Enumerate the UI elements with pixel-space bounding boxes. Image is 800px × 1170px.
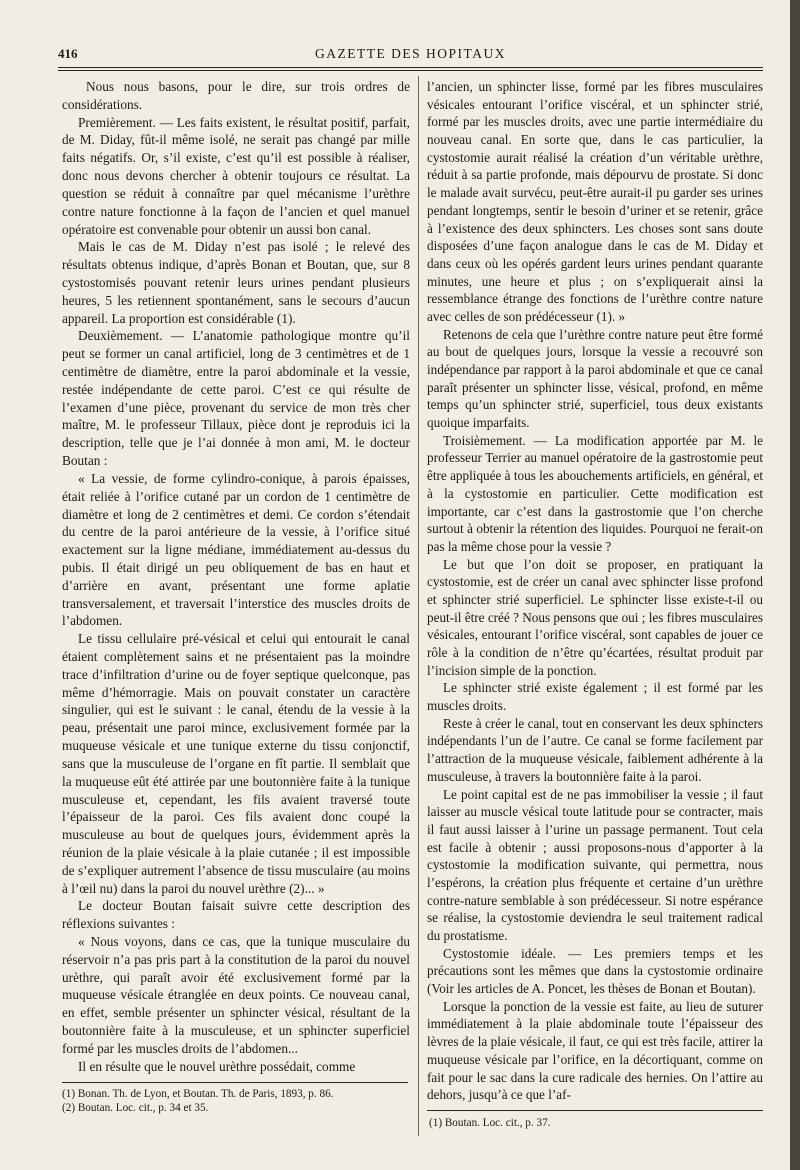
page-number: 416 — [58, 46, 78, 61]
paragraph: Cystostomie idéale. — Les premiers temps et les précautions sont les mêmes que dans la cystostomie ordinaire (Voir les articles de A. Poncet, les thèses de Bonan et Boutan). — [427, 945, 763, 997]
paragraph: Mais le cas de M. Diday n’est pas isolé ; le relevé des résultats obtenus indique, d’après Bonan et Boutan, que, sur 8 cystostomisés pouvant retenir leurs urines pendant plusieurs heures, 5 les retiennent spontanément, sans le secours d’aucun appareil. La proportion est considérable (1). — [62, 239, 410, 326]
paragraph: Premièrement. — Les faits existent, le résultat positif, parfait, de M. Diday, fût-il même isolé, ne serait pas changé par mille faits négatifs. Or, s’il existe, c’est qu’il est possible à réaliser, donc nous devons chercher à obtenir toujours ce résultat. La question se réduit à connaître par quel mécanisme l’urèthre contre nature fonctionne à la façon de l’ancien et quel manuel opératoire est convenable pour obtenir un aussi bon canal. — [62, 114, 410, 237]
paragraph: Le tissu cellulaire pré-vésical et celui qui entourait le canal étaient complètement sains et ne présentaient pas la moindre trace d’infiltration d’urine ou de foyer septique quelconque, pas même d’hémorragie. Mais on pouvait constater un caractère singulier, qui est le suivant : le canal, étendu de la vessie à la peau, présentait une paroi mince, exclusivement formée par la muqueuse vésicale et une tunique externe du tissu conjonctif, sans que la musculeuse de l’organe en fît partie. Il semblait que la muqueuse eût été attirée par une boutonnière faite à la tunique musculeuse et, cependant, les fils avaient traversé toute l’épaisseur de la paroi. Ces fils avaient donc coupé la musculeuse au bout de quelques jours, évidemment après la réunion de la plaie vésicale à la plaie cutanée ; il est impossible de s’expliquer autrement l’absence de tissu musculaire (au moins à l’œil nu) dans la paroi du nouvel urèthre (2)... » — [62, 631, 410, 896]
paragraph: Troisièmement. — La modification apportée par M. le professeur Terrier au manuel opératoire de la gastrostomie peut être appliquée à tous les abouchements artificiels, en général, et à la cystostomie en particulier. Cette modification est importante, car c’est dans la gastrostomie que l’on cherche surtout à obtenir la rétention des liquides. Pourquoi ne ferait-on pas la même chose pour la vessie ? — [427, 432, 763, 554]
paragraph: Retenons de cela que l’urèthre contre nature peut être formé au bout de quelques jours, lorsque la vessie a recouvré son indépendance par rapport à la paroi abdominale et que ce canal paraît présenter un sphincter lisse, vésical, profond, en même temps qu’un sphincter strié, superficiel, tous deux existants quoique imparfaits. — [427, 326, 763, 431]
right-footnote-rule — [427, 1110, 763, 1111]
footnote: (1) Boutan. Loc. cit., p. 37. — [429, 1117, 551, 1129]
left-column — [62, 78, 410, 1076]
paragraph: Le but que l’on doit se proposer, en pratiquant la cystostomie, est de créer un canal avec sphincter lisse profond et sphincter strié superficiel. Le sphincter lisse existe-t-il ou peut-il être créé ? Nous pensons que oui ; les fibres musculaires vésicales, entourant l’orifice viscéral, sont capables de jouer ce rôle à la condition de n’être qu’écartées, résultat produit par l’incision simple de la ponction. — [427, 556, 763, 678]
footnote: (1) Bonan. Th. de Lyon, et Boutan. Th. de Paris, 1893, p. 86. — [62, 1088, 334, 1100]
left-footnote-rule — [62, 1082, 408, 1083]
paragraph: « La vessie, de forme cylindro-conique, à parois épaisses, était reliée à l’orifice cutané par un cordon de 1 centimètre de diamètre et long de 2 centimètres et demi. Ce cordon s’étendait du centre de la paroi antérieure de la vessie, à l’orifice situé exactement sur la ligne médiane, immédiatement au-dessus du pubis. Il était dirigé un peu obliquement de bas en haut et d’arrière en avant, présentant une forme aplatie transversalement, et traversait l’interstice des muscles droits de l’abdomen. — [62, 470, 410, 629]
paragraph: Reste à créer le canal, tout en conservant les deux sphincters indépendants l’un de l’autre. Ce canal se forme facilement par l’attraction de la muqueuse vésicale, faiblement adhérente à la musculeuse, à travers la boutonnière faite à la paroi. — [427, 715, 763, 784]
left-footnotes — [62, 1087, 408, 1115]
paragraph: Deuxièmement. — L’anatomie pathologique montre qu’il peut se former un canal artificiel, long de 3 centimètres et de 1 centimètre de diamètre, entre la paroi abdominale et la vessie, restée indépendante de cette paroi. C’est ce qui résulte de l’examen d’une pièce, provenant du service de mon très cher maître, M. le professeur Tillaux, pièce dont je reproduis ici la description, telle que je l’ai donnée à mon ami, M. le docteur Boutan : — [62, 328, 410, 469]
paragraph: Nous nous basons, pour le dire, sur trois ordres de considérations. — [62, 79, 410, 112]
right-footnotes — [429, 1116, 763, 1130]
paragraph: Lorsque la ponction de la vessie est faite, au lieu de suturer immédiatement à la plaie abdominale toute l’épaisseur des lèvres de la plaie vésicale, il faut, ce qui est très facile, attirer la muqueuse vésicale par l’orifice, en la décortiquant, comme on fait pour le sac dans la cure radicale des hernies. On l’attire au dehors, jusqu’à ce que l’af- — [427, 998, 763, 1103]
page-edge-shadow — [790, 0, 800, 1170]
footnote: (2) Boutan. Loc. cit., p. 34 et 35. — [62, 1102, 209, 1114]
paragraph: « Nous voyons, dans ce cas, que la tunique musculaire du réservoir n’a pas pris part à la constitution de la paroi du nouvel urèthre, qui paraît avoir été exclusivement formé par la muqueuse vésicale étranglée en deux points. Ce nouveau canal, en effet, semble présenter un sphincter vésical, résultant de la boutonnière faite à la musculeuse, et un sphincter superficiel formé par les muscles droits de l’abdomen... — [62, 934, 410, 1056]
paragraph: Le point capital est de ne pas immobiliser la vessie ; il faut laisser au muscle vésical toute latitude pour se contracter, mais il faut aussi laisser à l’urine un passage permanent. Tout cela est facile à obtenir ; aussi proposons-nous d’apporter à la cystostomie la modification suivante, qui permettra, nous l’espérons, la création plus fréquente et certaine d’un urèthre contre-nature semblable à son prédécesseur. Si notre espérance se réalise, la cystostomie deviendra le seul traitement radical du prostatisme. — [427, 786, 763, 943]
page-header — [58, 44, 763, 64]
paragraph: Le sphincter strié existe également ; il est formé par les muscles droits. — [427, 680, 763, 714]
paragraph: Le docteur Boutan faisait suivre cette description des réflexions suivantes : — [62, 898, 410, 932]
paragraph: l’ancien, un sphincter lisse, formé par les fibres musculaires vésicales entourant l’orifice viscéral, et un sphincter strié, formé par les muscles droits, avec une partie intermédiaire du nouveau canal. En sorte que, dans le cas particulier, la cystostomie aurait réalisé la création d’un véritable urèthre, réduit à sa partie profonde, mais dépourvu de prostate. Si donc le malade avait survécu, peut-être aurait-il pu garder ses urines pendant longtemps, sentir le besoin d’uriner et se retenir, grâce à l’existence des deux sphincters. Les choses sont sans doute disposées d’une façon analogue dans le cas de M. Diday et dans ceux où les opérés gardent leurs urines pendant quarante minutes, une heure et plus ; on s’expliquerait ainsi la ressemblance étrange des fonctions de l’urèthre contre nature avec celles de son prédécesseur (1). » — [427, 79, 763, 324]
column-divider — [418, 76, 419, 1136]
header-rule-top — [58, 67, 763, 68]
paragraph: Il en résulte que le nouvel urèthre possédait, comme — [78, 1058, 356, 1074]
right-column — [427, 78, 763, 1104]
header-rule-bottom — [58, 70, 763, 71]
journal-title: GAZETTE DES HOPITAUX — [315, 46, 506, 61]
